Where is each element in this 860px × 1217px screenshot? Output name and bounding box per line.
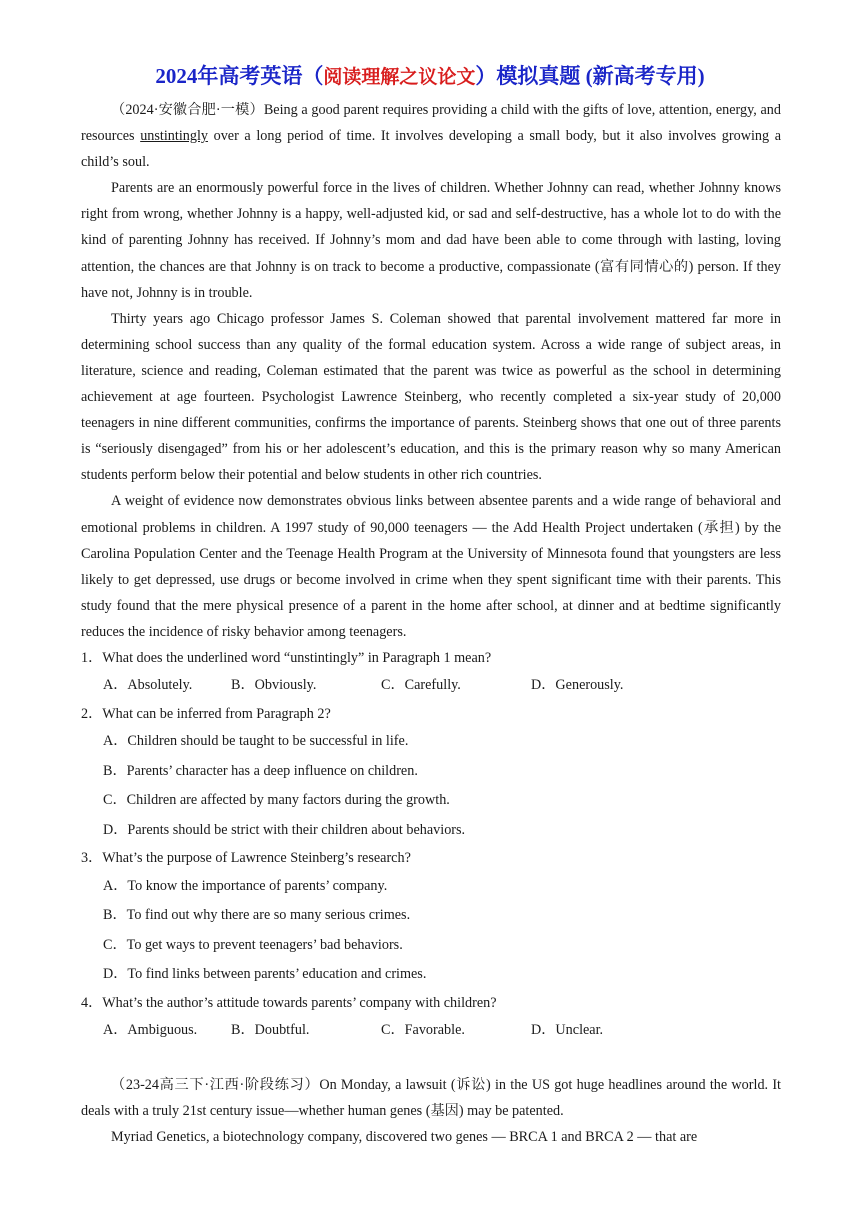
- document-body: [81, 97, 781, 1150]
- passage1-paragraph4: A weight of evidence now demonstrates obvious links between absentee parents and a wide range of behavioral and emotional problems in children. A 1997 study of 90,000 teenagers — the Add Health Project undertaken (承担) by the Carolina Population Center and the Teenage Health Program at the University of Minnesota found that youngsters are less likely to get depressed, use drugs or become involved in crime when they spent significant time with their parents. This study found that the mere physical presence of a parent in the home after school, at dinner and at bedtime significantly reduces the incidence of risky behavior among teenagers.: [81, 493, 781, 640]
- option-b: B．Doubtful.: [231, 1022, 310, 1039]
- option-a: A．Absolutely.: [103, 677, 193, 694]
- question-1-options: [81, 671, 781, 701]
- page-title: [0, 60, 860, 90]
- option-b: B．Parents’ character has a deep influence on children.: [103, 762, 418, 779]
- option-a: A．Children should be taught to be successful in life.: [103, 733, 409, 750]
- passage1-p1-text-b: over a long period of time. It involves developing a small body, but it also involves growing a child’s soul.: [81, 128, 781, 171]
- passage1-paragraph3: Thirty years ago Chicago professor James S. Coleman showed that parental involvement mattered far more in determining school success than any quality of the formal education system. Across a wide range of subject areas, in literature, science and reading, Coleman estimated that the parent was twice as powerful as the school in determining achievement at age fourteen. Psychologist Lawrence Steinberg, who recently completed a six-year study of 20,000 teenagers in nine different communities, confirms the importance of parents. Steinberg shows that one out of three parents is “seriously disengaged” from his or her adolescent’s education, and this is the primary reason why so many American students perform below their potential and below students in other rich countries.: [81, 310, 781, 484]
- option-b: B．Obviously.: [231, 677, 317, 694]
- title-topic: 阅读理解之议论文: [323, 67, 476, 88]
- passage1-paragraph2: Parents are an enormously powerful force in the lives of children. Whether Johnny can read, whether Johnny knows right from wrong, whether Johnny is a happy, well-adjusted kid, or sad and self-destructive, has a whole lot to do with the kind of parenting Johnny has received. If Johnny’s mom and dad have been able to come through with lasting, loving attention, the chances are that Johnny is on track to become a productive, compassionate (富有同情心的) person. If they have not, Johnny is in trouble.: [81, 180, 781, 301]
- option-c: C．Carefully.: [381, 677, 461, 694]
- question-4: 4．What’s the author’s attitude towards parents’ company with children?: [81, 994, 497, 1011]
- option-c: C．To get ways to prevent teenagers’ bad behaviors.: [103, 936, 403, 953]
- option-d: D．Unclear.: [531, 1022, 604, 1039]
- option-c: C．Children are affected by many factors during the growth.: [103, 792, 450, 809]
- question-2: 2．What can be inferred from Paragraph 2?: [81, 705, 331, 722]
- question-3: 3．What’s the purpose of Lawrence Steinberg’s research?: [81, 850, 411, 867]
- option-d: D．Generously.: [531, 677, 624, 694]
- option-b: B．To find out why there are so many serious crimes.: [103, 907, 411, 924]
- passage1-p1-text-a: Being a good parent requires providing a child with the gifts of love, attention, energy, and resources: [81, 102, 781, 145]
- underlined-word: unstintingly: [140, 128, 208, 145]
- title-post: ）模拟真题 (新高考专用): [475, 64, 705, 88]
- option-d: D．To find links between parents’ education and crimes.: [103, 966, 427, 983]
- question-4-options: [81, 1016, 781, 1046]
- passage2-paragraph2: Myriad Genetics, a biotechnology company, discovered two genes — BRCA 1 and BRCA 2 — that are: [111, 1129, 698, 1146]
- question-1: 1．What does the underlined word “unstintingly” in Paragraph 1 mean?: [81, 649, 492, 666]
- passage2-paragraph1: （23-24高三下·江西·阶段练习）On Monday, a lawsuit (诉讼) in the US got huge headlines around the world. It deals with a truly 21st century issue—whether human genes (基因) may be patented.: [81, 1076, 781, 1120]
- passage1-paragraph1: [81, 97, 781, 175]
- section-spacer: [81, 1046, 781, 1072]
- option-a: A．To know the importance of parents’ company.: [103, 877, 388, 894]
- option-c: C．Favorable.: [381, 1022, 465, 1039]
- option-a: A．Ambiguous.: [103, 1022, 198, 1039]
- passage1-source: （2024·安徽合肥·一模）: [111, 102, 264, 118]
- title-pre: 2024年高考英语（: [155, 64, 324, 88]
- option-d: D．Parents should be strict with their children about behaviors.: [103, 821, 466, 838]
